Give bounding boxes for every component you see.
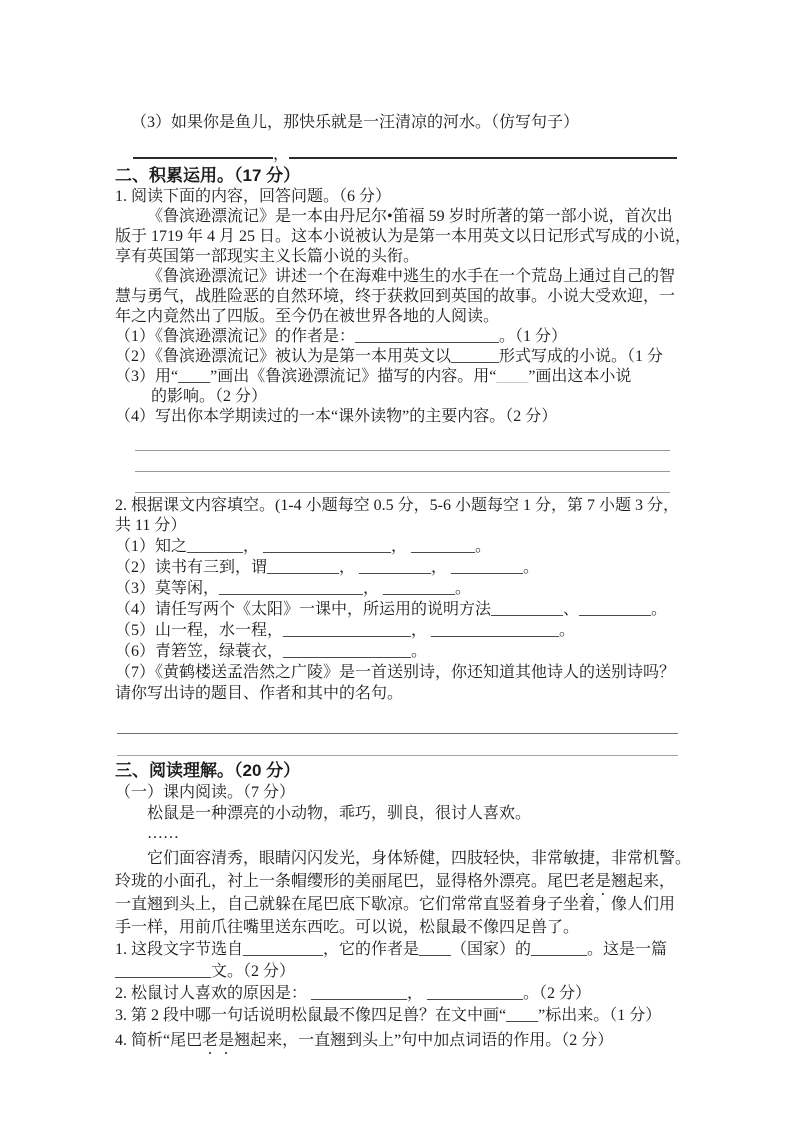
paragraph1-line: 《鲁滨逊漂流记》是一本由丹尼尔•笛福 59 岁时所著的第一部小说，首次出 [147, 208, 673, 225]
emphasized-words: 老是 [579, 873, 612, 890]
paragraph1-line: 享有英国第一部现实主义长篇小说的头衔。 [115, 248, 420, 265]
q2-lead-continuation: 共 11 分） [115, 517, 187, 534]
passage-line [115, 870, 681, 893]
answer-line [135, 473, 670, 493]
q1-sub3-text: ”画出这本小说 [528, 368, 632, 385]
section2-q1-lead: 1. 阅读下面的内容，回答问题。（6 分） [115, 188, 392, 205]
section3-part-label: （一）课内阅读。（7 分） [115, 784, 296, 801]
q2-lead: 2. 根据课文内容填空。(1-4 小题每空 0.5 分，5-6 小题每空 1 分，第 7 小题 3 分， [115, 497, 679, 514]
q1-sub3 [115, 367, 681, 387]
answer-rule-long [289, 142, 677, 159]
q2-item: （2）读书有三到，谓_________， _________， _________。 [115, 559, 540, 576]
q2-item-continuation: 请你写出诗的题目、作者和其中的名句。 [115, 685, 404, 702]
reading-q1-line1: 1. 这段文字节选自__________，它的作者是____（国家）的_______。这是一篇 [115, 941, 668, 958]
q2-item: （7）《黄鹤楼送孟浩然之广陵》是一首送别诗，你还知道其他诗人的送别诗吗？ [115, 664, 676, 681]
reading-q4 [115, 1030, 681, 1052]
passage-ellipsis: …… [147, 825, 179, 842]
q1-sub4: （4）写出你本学期读过的一本“课外读物”的主要内容。（2 分） [115, 408, 558, 425]
q1-sub1: （1）《鲁滨逊漂流记》的作者是：__________________。（1 分） [115, 328, 568, 345]
page-content [115, 113, 692, 1052]
comma-separator: ， [273, 146, 290, 163]
q2-item: （6）青箬笠，绿蓑衣，________________。 [115, 643, 428, 660]
q1-sub3-wavy-blank: ____ [496, 368, 529, 385]
question-imitate-sentence: （3）如果你是鱼儿，那快乐就是一汪清凉的河水。（仿写句子） [131, 114, 580, 131]
reading-q4-text: 翘起来，一直翘到头上”句中加点词语的作用。（2 分） [234, 1032, 614, 1049]
reading-q4-text: 4. 简析“尾巴 [115, 1032, 203, 1049]
q2-item: （5）山一程，水一程，________________， ________________。 [115, 622, 576, 639]
q2-item: （1）知之_______， ________________， ________。 [115, 538, 492, 555]
q1-sub3-solid-blank: ____ [178, 368, 211, 385]
imitate-answer-row [115, 142, 681, 162]
q1-sub3-text: ”画出《鲁滨逊漂流记》描写的内容。用“ [210, 368, 497, 385]
paragraph2-line: 年之内竟然出了四版。至今仍在被世界各地的人阅读。 [115, 308, 500, 325]
passage-line: 手一样，用前爪往嘴里送东西吃。可以说，松鼠最不像四足兽了。 [115, 919, 580, 936]
passage-text: 玲珑的小面孔，衬上一条帽缨形的美丽尾巴，显得格外漂亮。尾巴 [115, 873, 580, 890]
passage-text: 翘起来， [611, 873, 676, 890]
section3-heading: 三、阅读理解。（20 分） [115, 761, 301, 780]
q1-sub3-text: （3）用“ [115, 368, 179, 385]
q2-item: （3）莫等闲，__________________， _________。 [115, 580, 472, 597]
paragraph2-line: 《鲁滨逊漂流记》讲述一个在海难中逃生的水手在一个荒岛上通过自己的智 [147, 268, 676, 285]
emphasized-words: 老是 [202, 1032, 235, 1049]
paragraph2-line: 慧与勇气，战胜险恶的自然环境，终于获救回到英国的故事。小说大受欢迎，一 [115, 288, 676, 305]
passage-line: 一直翘到头上，自己就躲在尾巴底下歇凉。它们常常直竖着身子坐着，像人们用 [115, 896, 676, 913]
reading-q1-line2: ____________文。（2 分） [115, 963, 296, 980]
answer-rule-short [133, 142, 273, 159]
answer-line [117, 734, 678, 756]
q1-sub3-continuation: 的影响。（2 分） [151, 388, 268, 405]
reading-q2: 2. 松鼠讨人喜欢的原因是： ____________， ____________。（2 分） [115, 985, 592, 1002]
answer-line [135, 431, 670, 451]
q2-item: （4）请任写两个《太阳》一课中，所运用的说明方法_________、_________。 [115, 601, 668, 618]
passage-line: 它们面容清秀，眼睛闪闪发光，身体矫健，四肢轻快，非常敏捷，非常机警。 [147, 850, 692, 867]
paragraph1-line: 版于 1719 年 4 月 25 日。这本小说被认为是第一本用英文以日记形式写成的小说， [115, 228, 692, 245]
q1-sub2: （2）《鲁滨逊漂流记》被认为是第一本用英文以______形式写成的小说。（1 分 [115, 348, 664, 365]
section2-heading: 二、积累运用。（17 分） [115, 166, 301, 185]
reading-q3: 3. 第 2 段中哪一句话说明松鼠最不像四足兽？在文中画“____”标出来。（1 分） [115, 1007, 662, 1024]
answer-line [117, 712, 678, 734]
answer-line [135, 452, 670, 472]
passage-line: 松鼠是一种漂亮的小动物，乖巧，驯良，很讨人喜欢。 [147, 805, 532, 822]
